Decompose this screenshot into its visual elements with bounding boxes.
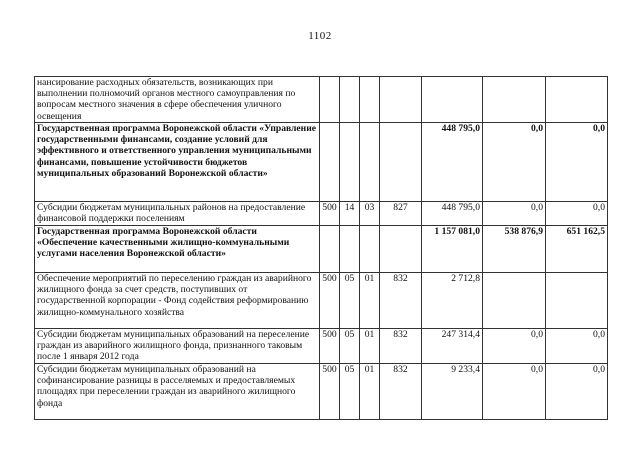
value-year-1: 9 233,4	[422, 364, 483, 420]
row-description: нансирование расходных обязательств, возникающих при выполнении полномочий органов местного самоуправления по вопросам местного значения в сфере обеспечения уличного освещения	[35, 77, 320, 123]
code-admin: 500	[320, 273, 340, 329]
row-description: Обеспечение мероприятий по переселению граждан из аварийного жилищного фонда за счет средств, поступивших от государственной корпорации - Фонд содействия реформированию жилищно-коммунального хозяйства	[35, 273, 320, 329]
code-subsection: 03	[360, 202, 380, 226]
value-year-1: 2 712,8	[422, 273, 483, 329]
value-year-3: 651 162,5	[546, 226, 608, 273]
value-year-2: 0,0	[483, 202, 546, 226]
code-target: 832	[380, 273, 422, 329]
value-year-1: 448 795,0	[422, 202, 483, 226]
value-year-2: 0,0	[483, 364, 546, 420]
code-section	[340, 77, 360, 123]
value-year-2	[483, 77, 546, 123]
code-section: 05	[340, 329, 360, 364]
value-year-1	[422, 77, 483, 123]
value-year-2: 538 876,9	[483, 226, 546, 273]
code-target	[380, 77, 422, 123]
table-row	[35, 329, 608, 364]
page-number: 1102	[308, 30, 332, 42]
code-section	[340, 226, 360, 273]
table-row	[35, 226, 608, 273]
value-year-1: 448 795,0	[422, 123, 483, 202]
code-target: 832	[380, 364, 422, 420]
code-section: 05	[340, 273, 360, 329]
row-description: Субсидии бюджетам муниципальных районов на предоставление финансовой поддержки поселениям	[35, 202, 320, 226]
value-year-2	[483, 273, 546, 329]
table-row	[35, 364, 608, 420]
code-admin	[320, 226, 340, 273]
code-subsection: 01	[360, 273, 380, 329]
code-target: 827	[380, 202, 422, 226]
value-year-2: 0,0	[483, 123, 546, 202]
code-target: 832	[380, 329, 422, 364]
code-target	[380, 123, 422, 202]
value-year-2: 0,0	[483, 329, 546, 364]
code-subsection	[360, 226, 380, 273]
row-description: Государственная программа Воронежской области «Управление государственными финансами, создание условий для эффективного и ответственного управления муниципальными финансами, повышение устойчивости бюджетов муниципальных образований Воронежской области»	[35, 123, 320, 202]
code-admin	[320, 123, 340, 202]
value-year-1: 1 157 081,0	[422, 226, 483, 273]
code-subsection: 01	[360, 329, 380, 364]
table-row	[35, 273, 608, 329]
value-year-3: 0,0	[546, 123, 608, 202]
value-year-3	[546, 77, 608, 123]
code-section	[340, 123, 360, 202]
table-row	[35, 202, 608, 226]
code-target	[380, 226, 422, 273]
value-year-3: 0,0	[546, 364, 608, 420]
code-admin: 500	[320, 202, 340, 226]
code-subsection	[360, 123, 380, 202]
row-description: Субсидии бюджетам муниципальных образований на софинансирование разницы в расселяемых и предоставляемых площадях при переселении граждан из аварийного жилищного фонда	[35, 364, 320, 420]
row-description: Государственная программа Воронежской области «Обеспечение качественными жилищно-коммунальными услугами населения Воронежской области»	[35, 226, 320, 273]
row-description: Субсидии бюджетам муниципальных образований на переселение граждан из аварийного жилищного фонда, признанного таковым после 1 января 2012 года	[35, 329, 320, 364]
code-subsection	[360, 77, 380, 123]
value-year-3	[546, 273, 608, 329]
code-admin	[320, 77, 340, 123]
table-row	[35, 77, 608, 123]
table-row	[35, 123, 608, 202]
value-year-1: 247 314,4	[422, 329, 483, 364]
code-admin: 500	[320, 364, 340, 420]
code-section: 14	[340, 202, 360, 226]
code-admin: 500	[320, 329, 340, 364]
code-subsection: 01	[360, 364, 380, 420]
budget-table	[34, 76, 608, 420]
value-year-3: 0,0	[546, 329, 608, 364]
value-year-3: 0,0	[546, 202, 608, 226]
code-section: 05	[340, 364, 360, 420]
